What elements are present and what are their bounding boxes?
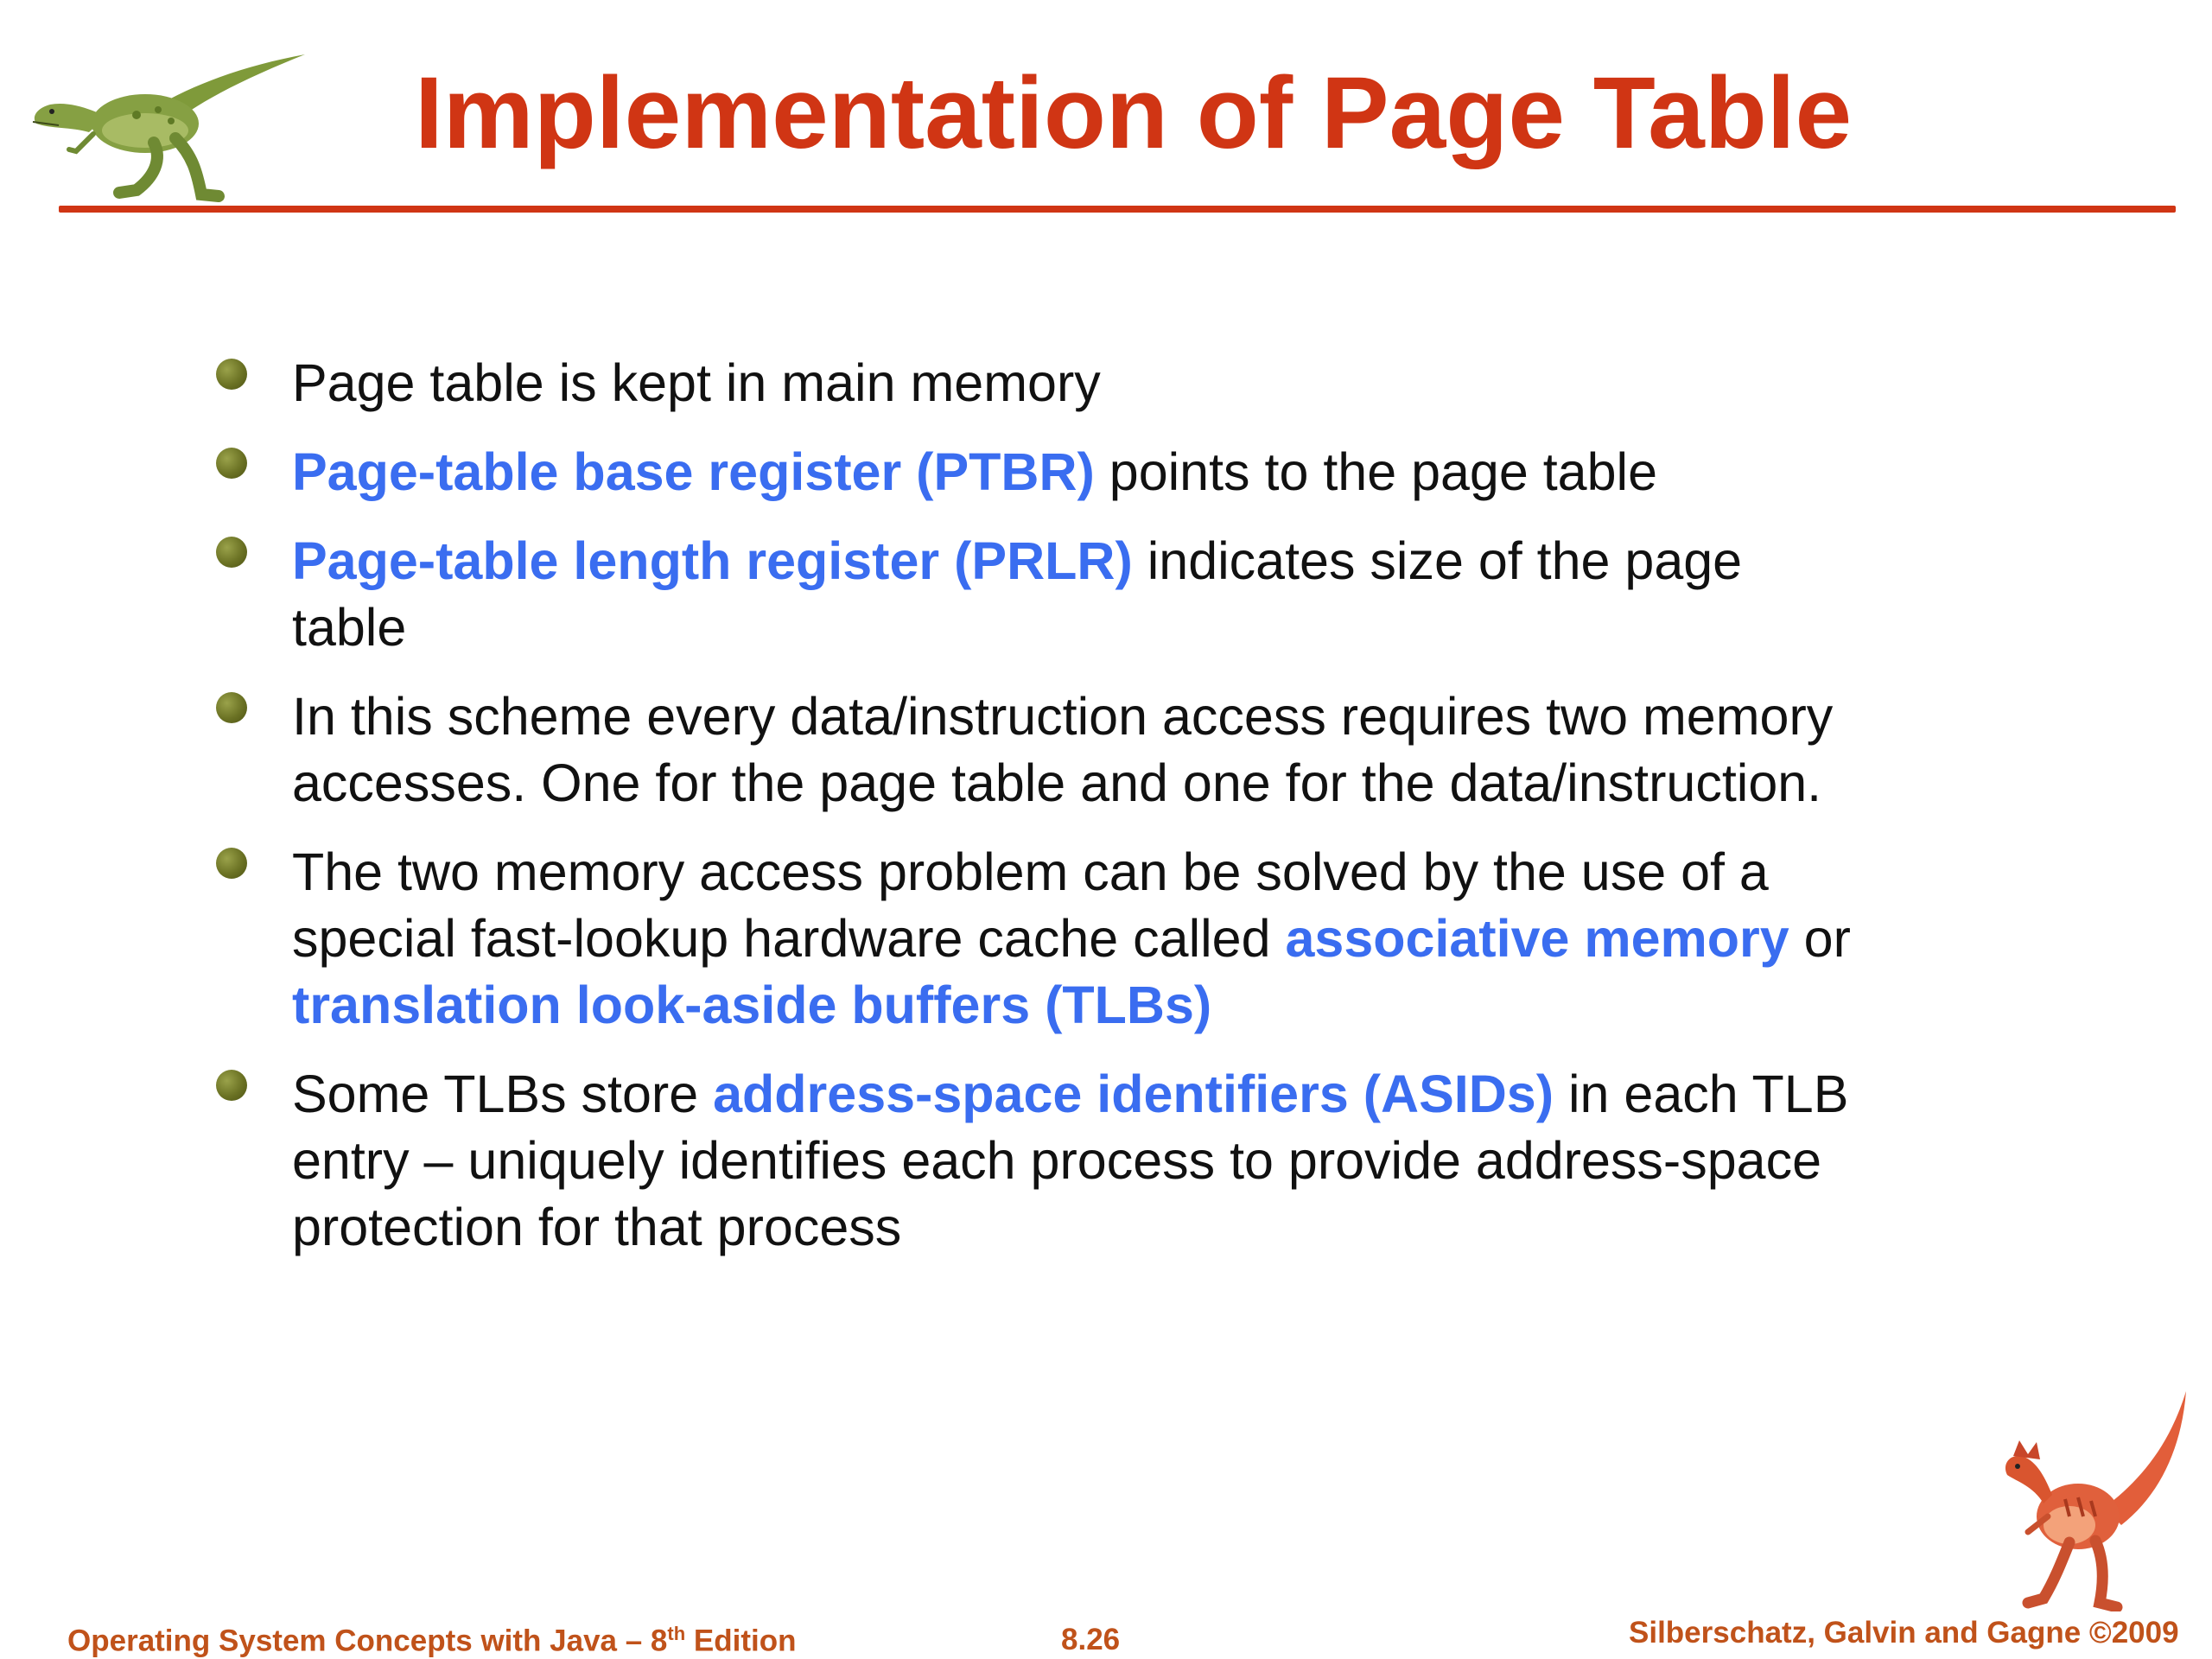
bullet-dot-icon <box>216 537 247 568</box>
title-divider <box>59 206 2176 213</box>
bullet-dot-icon <box>216 848 247 879</box>
bullet-item <box>216 683 1858 817</box>
footer-edition-word: Edition <box>685 1624 797 1658</box>
bullet-list <box>216 350 1858 1283</box>
footer-book-text: Operating System Concepts with Java – 8 <box>67 1624 668 1658</box>
bullet-item <box>216 1061 1858 1261</box>
bullet-item <box>216 439 1858 505</box>
footer-edition-superscript: th <box>667 1623 686 1644</box>
green-dinosaur-icon <box>24 48 309 203</box>
bullet-dot-icon <box>216 359 247 390</box>
footer-book-title <box>67 1624 796 1656</box>
bullet-text: in each TLB entry – uniquely identifies each process to provide address-space protection for that process <box>292 1065 1849 1256</box>
bullet-text: Some TLBs store <box>292 1065 714 1123</box>
bullet-item <box>216 839 1858 1039</box>
bullet-text: In this scheme every data/instruction access requires two memory accesses. One for the page table and one for the data/instruction. <box>292 687 1834 812</box>
highlighted-term: Page-table length register (PRLR) <box>292 531 1133 590</box>
bullet-dot-icon <box>216 692 247 723</box>
bullet-text: points to the page table <box>1094 442 1657 501</box>
bullet-text: or <box>1789 909 1851 968</box>
highlighted-term: translation look-aside buffers (TLBs) <box>292 976 1212 1034</box>
slide-title: Implementation of Page Table <box>415 56 1853 170</box>
bullet-item <box>216 350 1858 416</box>
red-dinosaur-icon <box>1974 1387 2190 1611</box>
bullet-item <box>216 528 1858 661</box>
footer-copyright: Silberschatz, Galvin and Gagne ©2009 <box>1629 1616 2179 1649</box>
footer-page-number: 8.26 <box>1061 1623 1121 1656</box>
bullet-text: indicates size of the page table <box>292 531 1743 657</box>
highlighted-term: Page-table base register (PTBR) <box>292 442 1095 501</box>
bullet-text: The two memory access problem can be solved by the use of a special fast-lookup hardware cache called <box>292 842 1769 968</box>
bullet-text: Page table is kept in main memory <box>292 353 1101 412</box>
bullet-dot-icon <box>216 448 247 479</box>
bullet-dot-icon <box>216 1070 247 1101</box>
highlighted-term: associative memory <box>1285 909 1789 968</box>
highlighted-term: address-space identifiers (ASIDs) <box>713 1065 1554 1123</box>
